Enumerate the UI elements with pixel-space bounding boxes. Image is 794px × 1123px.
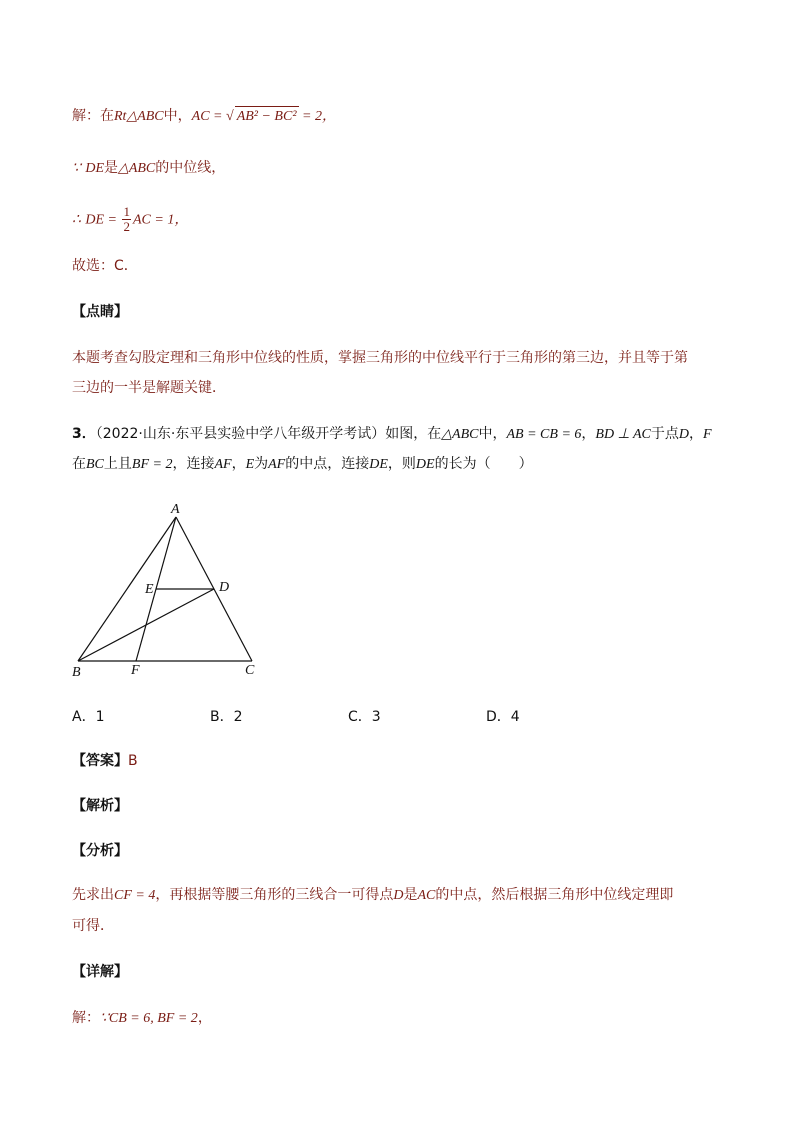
detail-heading: 【详解】 xyxy=(72,964,128,980)
label-c: C xyxy=(245,663,255,678)
label-e: E xyxy=(145,582,154,597)
sqrt-expression: AB² − BC² xyxy=(235,106,299,127)
solution-line-2: ∵ DE是△ABC的中位线， xyxy=(72,160,226,176)
question-line-1: 3．（2022·山东·东平县实验中学八年级开学考试）如图，在△ABC中，AB = CB = 6，BD ⊥ AC于点D，F xyxy=(72,426,712,442)
solution-line-1: 解：在Rt△ABC中，AC = √ AB² − BC² = 2， xyxy=(72,106,336,127)
solution-choice: 故选：C． xyxy=(72,258,138,274)
answer-line xyxy=(72,751,138,771)
jiexi-heading: 【解析】 xyxy=(72,798,128,814)
triangle-figure xyxy=(60,495,280,685)
label-f: F xyxy=(131,663,140,678)
sqrt-symbol: √ xyxy=(226,109,234,124)
therefore-symbol: ∴ xyxy=(72,212,81,228)
option-d: D．4 xyxy=(486,709,520,725)
detail-line-1: 解：∵CB = 6, BF = 2， xyxy=(72,1010,212,1026)
label-a: A xyxy=(171,502,180,517)
dianjing-line-1: 本题考查勾股定理和三角形中位线的性质，掌握三角形的中位线平行于三角形的第三边，并且等于第 xyxy=(72,350,688,366)
solution-line-3: ∴ DE = $\frac{1}{2}$ AC = 1， xyxy=(72,204,189,234)
option-b: B．2 xyxy=(210,709,243,725)
fenxi-line-2: 可得． xyxy=(72,918,114,934)
label-b: B xyxy=(72,665,81,680)
label-d: D xyxy=(219,580,230,595)
option-a: A．1 xyxy=(72,709,105,725)
fenxi-heading: 【分析】 xyxy=(72,843,128,859)
fraction-half: $\frac{1}{2}$ xyxy=(123,204,130,234)
dianjing-line-2: 三边的一半是解题关键． xyxy=(72,380,226,396)
dianjing-heading: 【点睛】 xyxy=(72,304,128,320)
because-symbol: ∵ xyxy=(72,161,81,176)
fenxi-line-1: 先求出CF = 4，再根据等腰三角形的三线合一可得点D是AC的中点，然后根据三角形中位线定理即 xyxy=(72,887,674,903)
because-symbol-2: ∵ xyxy=(100,1011,109,1026)
answer-heading: 【答案】 xyxy=(72,753,128,769)
segment-bd xyxy=(78,589,214,661)
answer-value: B xyxy=(128,753,138,769)
math-rt-triangle: Rt△ABC xyxy=(114,109,164,124)
option-c: C．3 xyxy=(348,709,381,725)
question-line-2: 在BC上且BF = 2，连接AF，E为AF的中点，连接DE，则DE的长为（ ） xyxy=(72,456,533,472)
